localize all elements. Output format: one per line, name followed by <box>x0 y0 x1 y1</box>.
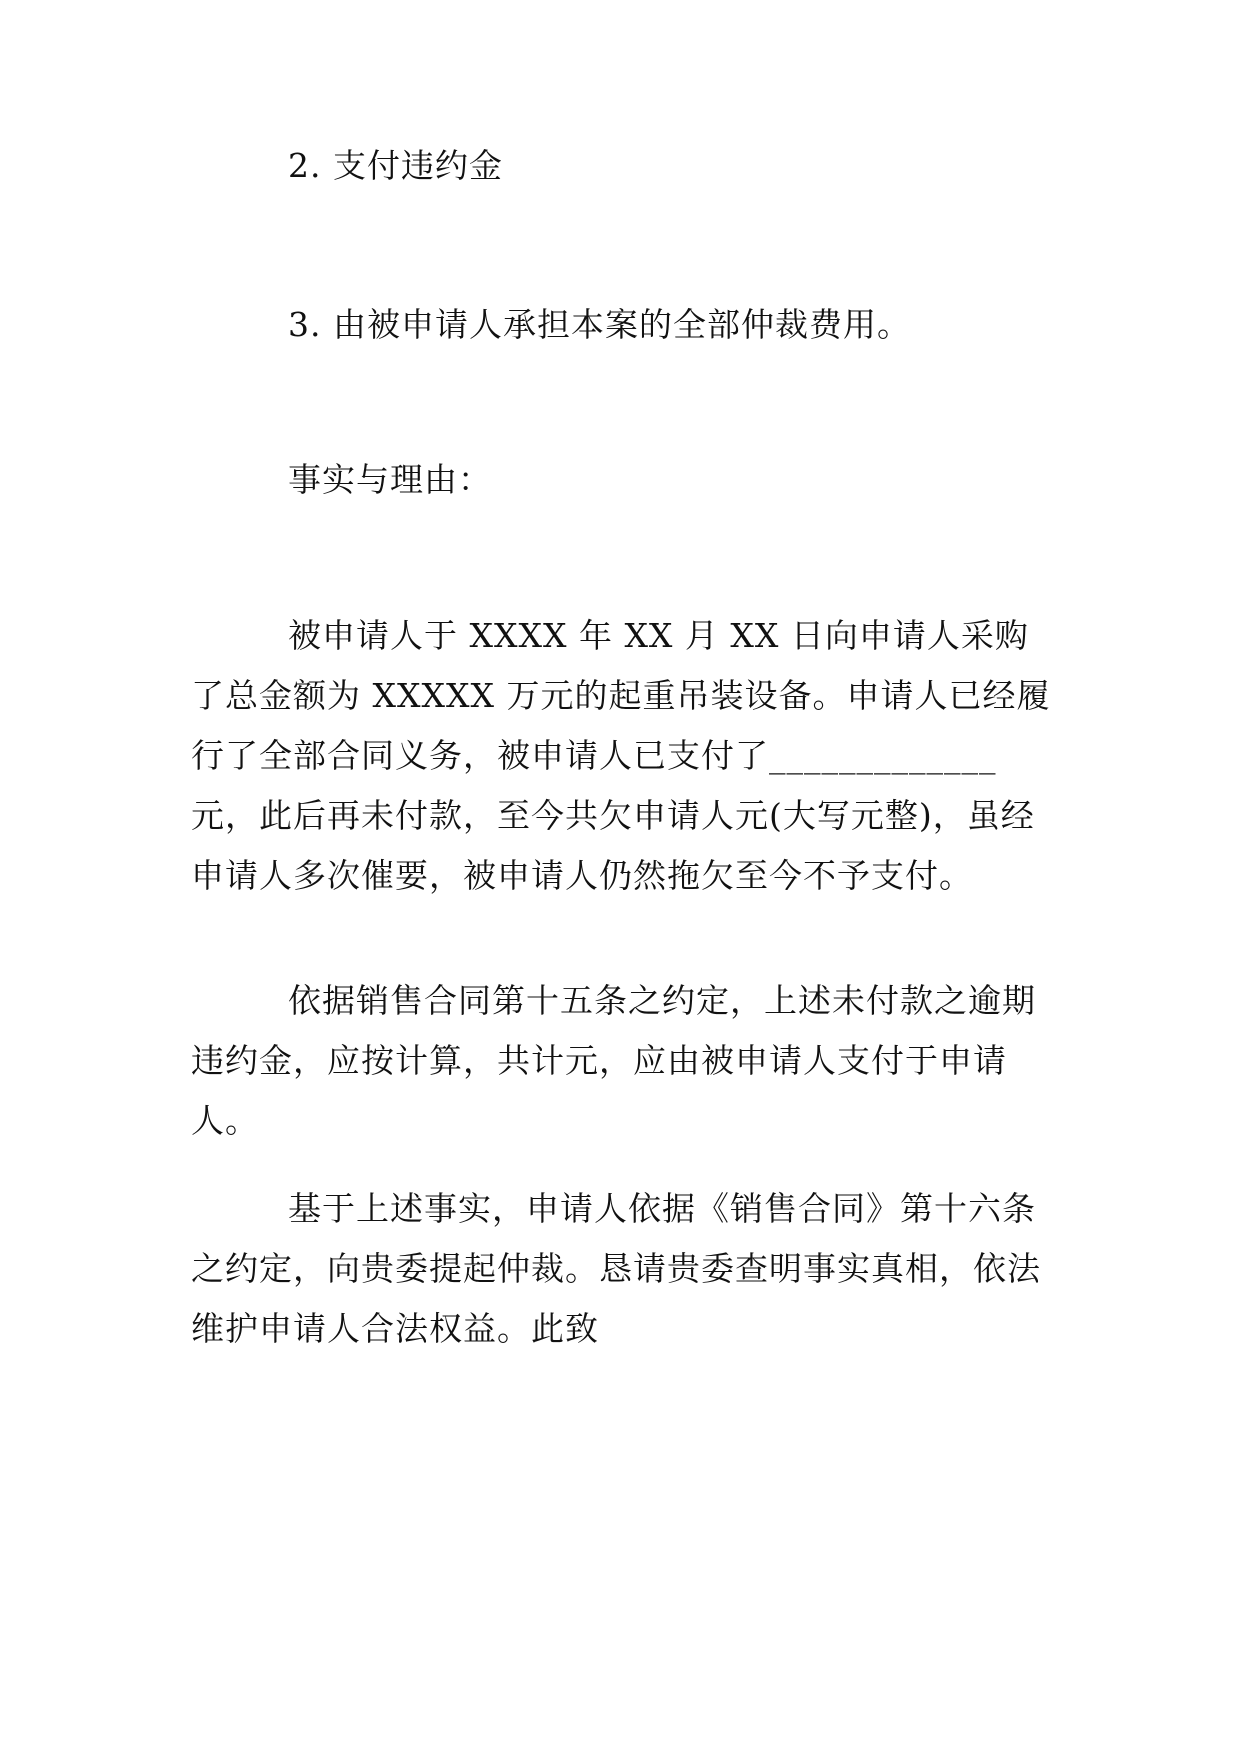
facts-heading: 事实与理由： <box>288 460 492 499</box>
claim-item-3: 3. 由被申请人承担本案的全部仲裁费用。 <box>288 305 911 344</box>
facts-paragraph-penalty: 依据销售合同第十五条之约定，上述未付款之逾期违约金，应按计算，共计元，应由被申请人支付于申请人。 <box>191 981 1036 1140</box>
facts-paragraph-arbitration: 基于上述事实，申请人依据《销售合同》第十六条之约定，向贵委提起仲裁。恳请贵委查明事实真相，依法维护申请人合法权益。此致 <box>191 1189 1041 1348</box>
facts-paragraph-purchase: 被申请人于 XXXX 年 XX 月 XX 日向申请人采购了总金额为 XXXXX 万元的起重吊装设备。申请人已经履行了全部合同义务，被申请人已支付了_____________元，此后再未付款，至今共欠申请人元(大写元整)，虽经申请人多次催要，被申请人仍然拖欠至今不予支付。 <box>191 616 1051 895</box>
claim-item-2: 2. 支付违约金 <box>288 146 503 185</box>
